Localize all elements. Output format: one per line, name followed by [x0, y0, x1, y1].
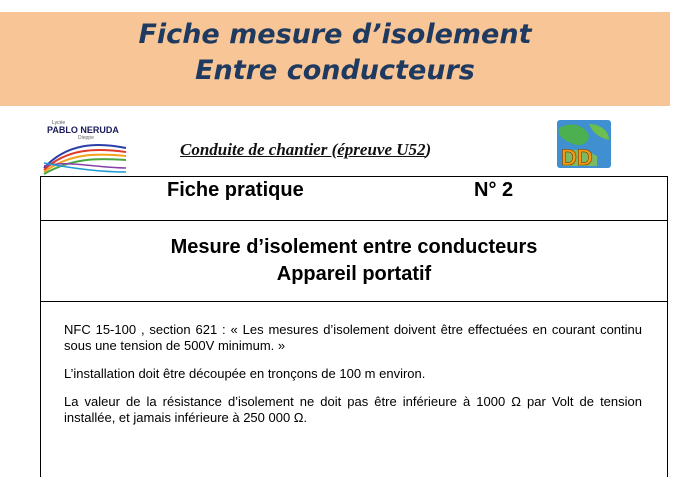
sheet-body: [41, 302, 667, 426]
banner-title-line1: Fiche mesure d’isolement: [138, 19, 532, 50]
pablo-neruda-logo-icon: [42, 138, 128, 176]
body-paragraph-sections: L’installation doit être découpée en tronçons de 100 m environ.: [64, 366, 426, 381]
sheet-title-line1: Mesure d’isolement entre conducteurs: [170, 236, 538, 258]
school-logo-name: PABLO NERUDA: [47, 125, 119, 135]
sheet-title-line2: Appareil portatif: [276, 263, 432, 285]
practical-sheet: [40, 176, 668, 477]
body-paragraph-resistance: La valeur de la résistance d’isolement ne doit pas être inférieure à 1000 Ω par Volt de tension installée, et jamais inférieure à 250 000 Ω.: [64, 394, 642, 425]
school-logo-label: Lycée: [52, 120, 66, 126]
school-logo-city: Dieppe: [78, 135, 94, 141]
sheet-title-block: [41, 221, 667, 302]
svg-text:DD: DD: [561, 145, 593, 170]
course-title-text: Conduite de chantier (épreuve U52: [180, 140, 426, 159]
developpement-durable-logo-icon: [553, 118, 615, 172]
banner-title-line2: Entre conducteurs: [195, 55, 475, 86]
course-title-suffix: ): [425, 140, 432, 159]
sheet-number: N° 2: [474, 179, 514, 201]
title-banner: [0, 12, 670, 106]
sheet-label: Fiche pratique: [167, 179, 304, 201]
body-paragraph-norm: NFC 15-100 , section 621 : « Les mesures d’isolement doivent être effectuées en courant continu sous une tension de 500V minimum. »: [64, 322, 642, 353]
school-logo: [42, 120, 128, 176]
course-title: [180, 140, 431, 160]
sheet-header: [41, 177, 667, 221]
